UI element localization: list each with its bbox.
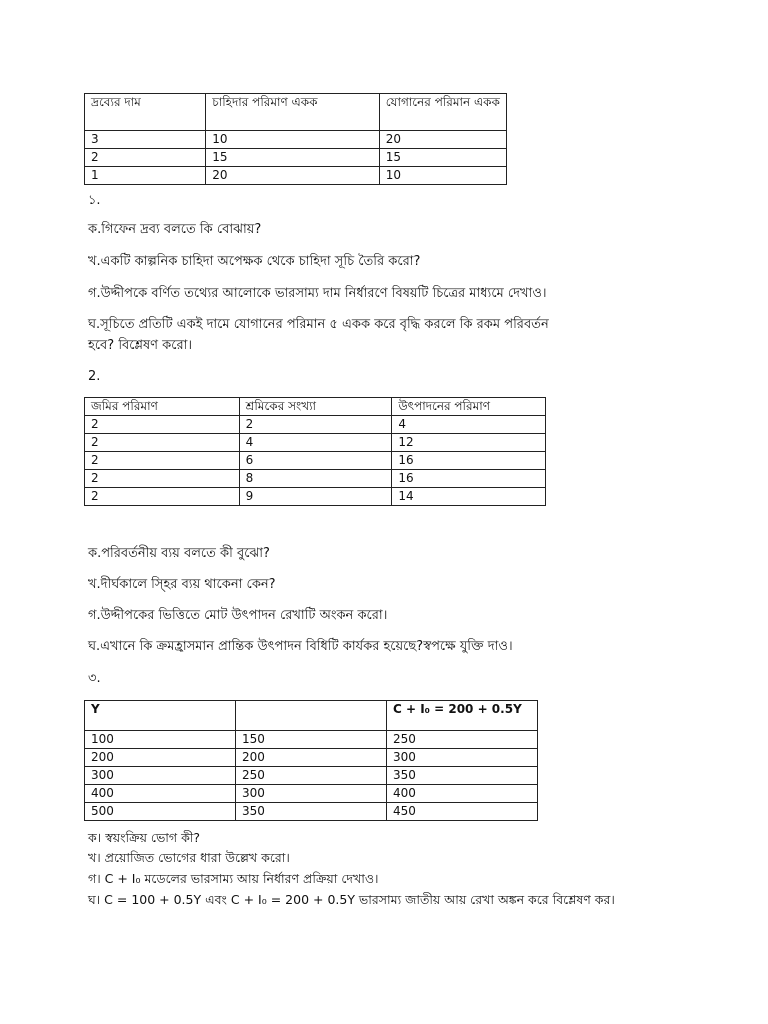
table-header-cell [236,701,387,731]
table-cell: 2 [85,149,206,167]
table-row [85,434,546,452]
table-cell: 15 [206,149,379,167]
question-item: খ.একটি কাল্পনিক চাহিদা অপেক্ষক থেকে চাহিদা সূচি তৈরি করো? [88,254,421,269]
table-cell: 6 [239,452,392,470]
table-cell: 100 [85,731,236,749]
table-cell: 2 [239,416,392,434]
table-row [85,149,507,167]
table-cell: 15 [379,149,506,167]
table-header-row [85,94,507,131]
production-table [84,397,546,506]
table-header-cell: চাহিদার পরিমাণ একক [206,94,379,131]
table-cell: 200 [85,749,236,767]
table-row [85,731,538,749]
table-cell: 400 [85,785,236,803]
table-cell: 1 [85,167,206,185]
table-header-cell: C + I₀ = 200 + 0.5Y [387,701,538,731]
question-item: ঘ.এখানে কি ক্রমহ্রাসমান প্রান্তিক উৎপাদন বিধিটি কার্যকর হয়েছে?স্বপক্ষে যুক্তি দাও। [88,639,513,654]
question-item: ক। স্বয়ংক্রিয় ভোগ কী? [88,830,201,845]
table-row [85,470,546,488]
table-cell: 200 [236,749,387,767]
question-item: গ.উদ্দীপকের ভিত্তিতে মোট উৎপাদন রেখাটি অংকন করো। [88,608,388,623]
table-cell: 300 [387,749,538,767]
income-table [84,700,538,821]
table-cell: 300 [85,767,236,785]
table-cell: 16 [392,452,546,470]
table-cell: 250 [387,731,538,749]
table-row [85,785,538,803]
table-cell: 2 [85,470,240,488]
question-item: হবে? বিশ্লেষণ করো। [88,338,193,353]
table-cell: 2 [85,434,240,452]
question-number: ১. [88,193,101,208]
table-row [85,803,538,821]
table-cell: 500 [85,803,236,821]
table-header-cell: শ্রমিকের সংখ্যা [239,398,392,416]
table-cell: 350 [236,803,387,821]
question-item: খ.দীর্ঘকালে স্হির ব্যয় থাকেনা কেন? [88,577,276,592]
question-item: গ.উদ্দীপকে বর্ণিত তথ্যের আলোকে ভারসাম্য দাম নির্ধারণে বিষয়টি চিত্রের মাধ্যমে দেখাও। [88,286,547,301]
question-item: ক.গিফেন দ্রব্য বলতে কি বোঝায়? [88,222,262,237]
table-row [85,416,546,434]
question-item: ঘ। C = 100 + 0.5Y এবং C + I₀ = 200 + 0.5Y ভারসাম্য জাতীয় আয় রেখা অঙ্কন করে বিশ্লেষণ কর। [88,892,615,907]
table-cell: 4 [392,416,546,434]
table-cell: 12 [392,434,546,452]
table-cell: 10 [379,167,506,185]
table-header-cell: জমির পরিমাণ [85,398,240,416]
table-row [85,131,507,149]
demand-supply-table [84,93,507,185]
question-number: 2. [88,369,101,384]
table-cell: 400 [387,785,538,803]
table-row [85,767,538,785]
table-header-cell: উৎপাদনের পরিমাণ [392,398,546,416]
question-item: খ। প্রয়োজিত ভোগের ধারা উল্লেখ করো। [88,850,290,865]
table-cell: 8 [239,470,392,488]
table-cell: 450 [387,803,538,821]
table-cell: 20 [379,131,506,149]
table-cell: 20 [206,167,379,185]
table-row [85,488,546,506]
table-header-cell: Y [85,701,236,731]
table-cell: 16 [392,470,546,488]
table-cell: 2 [85,452,240,470]
table-cell: 4 [239,434,392,452]
question-number: ৩. [88,671,101,686]
table-row [85,749,538,767]
table-cell: 9 [239,488,392,506]
table-header-row [85,701,538,731]
table-header-cell: যোগানের পরিমান একক [379,94,506,131]
table-cell: 350 [387,767,538,785]
table-cell: 2 [85,416,240,434]
table-cell: 3 [85,131,206,149]
table-header-cell: দ্রব্যের দাম [85,94,206,131]
question-item: ক.পরিবর্তনীয় ব্যয় বলতে কী বুঝো? [88,546,270,561]
table-header-row [85,398,546,416]
table-cell: 14 [392,488,546,506]
table-cell: 300 [236,785,387,803]
table-cell: 250 [236,767,387,785]
table-cell: 150 [236,731,387,749]
question-item: ঘ.সূচিতে প্রতিটি একই দামে যোগানের পরিমান ৫ একক করে বৃদ্ধি করলে কি রকম পরিবর্তন [88,317,549,332]
table-row [85,452,546,470]
table-cell: 10 [206,131,379,149]
table-cell: 2 [85,488,240,506]
question-item: গ। C + I₀ মডেলের ভারসাম্য আয় নির্ধারণ প্রক্রিয়া দেখাও। [88,871,379,886]
table-row [85,167,507,185]
